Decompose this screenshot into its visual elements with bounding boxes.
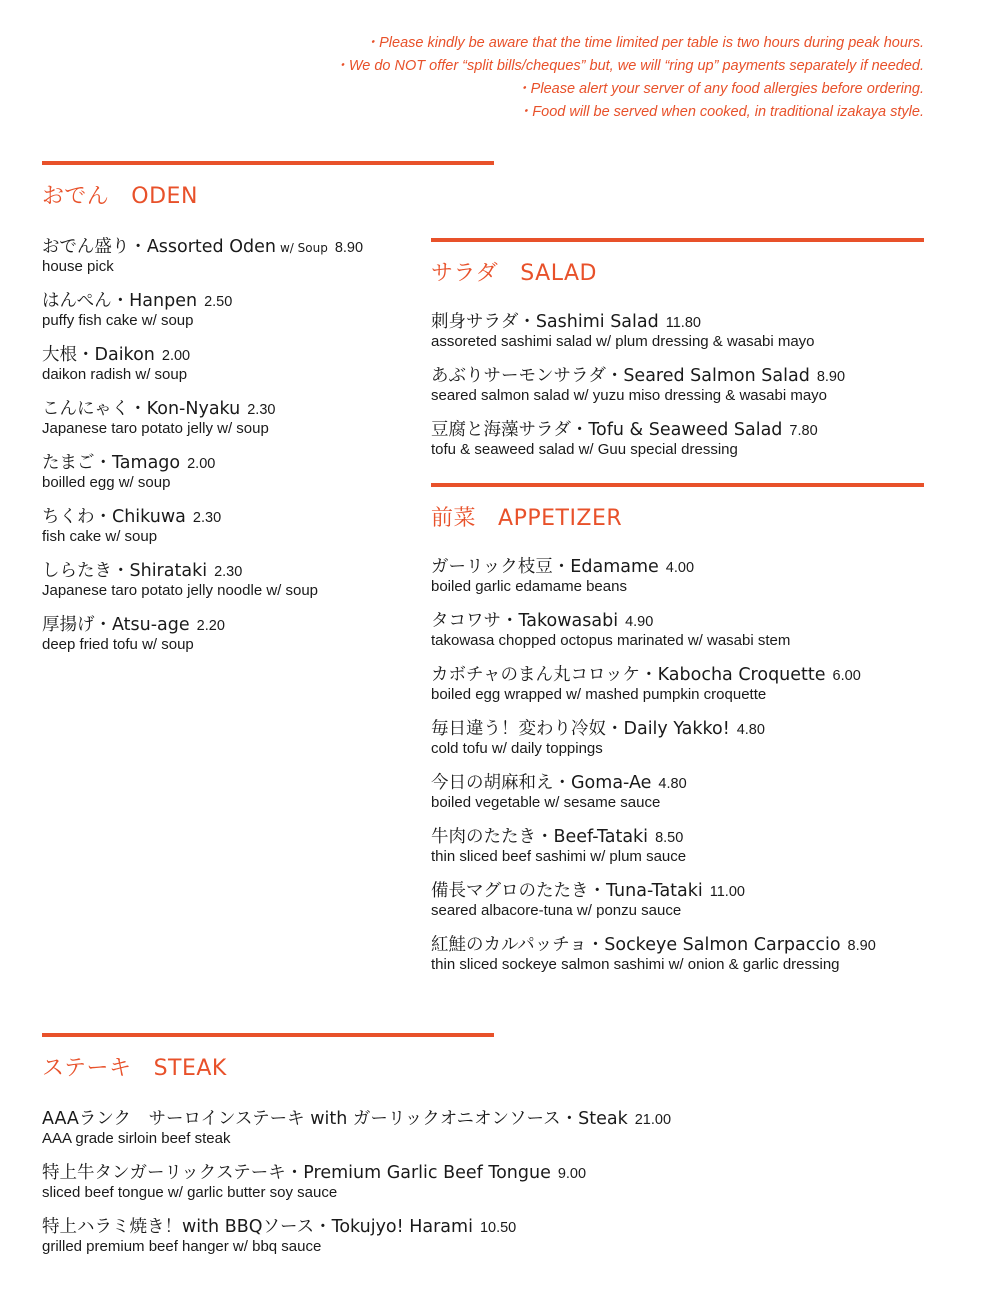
item-description: takowasa chopped octopus marinated w/ wasabi stem	[431, 632, 791, 649]
item-name: あぶりサーモンサラダ・Seared Salmon Salad	[431, 366, 810, 386]
menu-item	[42, 452, 494, 492]
item-name: 刺身サラダ・Sashimi Salad	[431, 312, 659, 332]
item-name: 備長マグロのたたき・Tuna-Tataki	[431, 881, 703, 901]
section-title-en: SALAD	[520, 261, 597, 286]
item-price: 2.50	[204, 294, 233, 310]
notice-allergies: ・Please alert your server of any food allergies before ordering.	[516, 81, 924, 97]
menu-item	[42, 614, 494, 654]
menu-item	[431, 826, 924, 866]
item-price: 8.50	[655, 830, 684, 846]
item-description: boiled vegetable w/ sesame sauce	[431, 794, 661, 811]
item-name: はんぺん・Hanpen	[42, 291, 198, 311]
item-description: seared albacore-tuna w/ ponzu sauce	[431, 902, 682, 919]
item-name: ちくわ・Chikuwa	[42, 507, 186, 527]
item-price: 8.90	[847, 938, 876, 954]
item-price: 10.50	[479, 1220, 517, 1236]
menu-item	[431, 556, 924, 596]
item-name: 毎日違う！変わり冷奴・Daily Yakko!	[431, 719, 730, 739]
menu-item	[42, 344, 494, 384]
menu-item	[431, 772, 924, 812]
item-description: puffy fish cake w/ soup	[42, 312, 194, 329]
item-description: thin sliced beef sashimi w/ plum sauce	[431, 848, 687, 865]
menu-item	[431, 419, 924, 459]
notice-time-limit: ・Please kindly be aware that the time limited per table is two hours during peak hours.	[364, 35, 924, 51]
item-name: しらたき・Shirataki	[42, 561, 208, 581]
item-name: 牛肉のたたき・Beef-Tataki	[431, 827, 649, 847]
menu-item	[42, 236, 494, 276]
menu-item	[431, 610, 924, 650]
section-divider	[42, 1033, 494, 1037]
item-description: thin sliced sockeye salmon sashimi w/ onion & garlic dressing	[431, 956, 840, 973]
item-name: ガーリック枝豆・Edamame	[431, 557, 659, 577]
section-title	[431, 501, 924, 532]
item-price: 2.30	[247, 402, 276, 418]
menu-item	[431, 311, 924, 351]
menu-item	[431, 934, 924, 974]
item-description: AAA grade sirloin beef steak	[42, 1130, 231, 1147]
item-name: こんにゃく・Kon-Nyaku	[42, 399, 241, 419]
menu-item	[431, 718, 924, 758]
item-name: 紅鮭のカルパッチョ・Sockeye Salmon Carpaccio	[431, 935, 841, 955]
item-price: 4.90	[625, 614, 654, 630]
item-price: 4.00	[665, 560, 695, 576]
item-description: Japanese taro potato jelly w/ soup	[42, 420, 269, 437]
item-price: 2.30	[214, 564, 243, 580]
item-name: 今日の胡麻和え・Goma-Ae	[431, 773, 652, 793]
item-price: 9.00	[557, 1166, 587, 1182]
item-description: fish cake w/ soup	[42, 528, 158, 545]
menu-item	[42, 1162, 587, 1202]
notice-izakaya-style: ・Food will be served when cooked, in traditional izakaya style.	[517, 104, 924, 120]
item-price: 11.80	[665, 315, 701, 331]
steak-section	[42, 1033, 672, 1270]
section-title-en: STEAK	[153, 1056, 227, 1081]
menu-item	[42, 1108, 672, 1148]
item-price: 7.80	[789, 423, 818, 439]
item-price: 21.00	[634, 1112, 672, 1128]
item-description: tofu & seaweed salad w/ Guu special dressing	[431, 441, 738, 458]
menu-item	[431, 664, 924, 704]
item-description: cold tofu w/ daily toppings	[431, 740, 603, 757]
item-description: grilled premium beef hanger w/ bbq sauce	[42, 1238, 322, 1255]
item-description: Japanese taro potato jelly noodle w/ soup	[42, 582, 319, 599]
item-name: カボチャのまん丸コロッケ・Kabocha Croquette	[431, 665, 826, 685]
item-name: AAAランク サーロインステーキ with ガーリックオニオンソース・Steak	[42, 1109, 628, 1129]
item-price: 11.00	[709, 884, 745, 900]
item-name: 厚揚げ・Atsu-age	[42, 615, 190, 635]
section-title-jp: 前菜	[431, 506, 477, 531]
section-divider	[431, 483, 924, 487]
item-price: 2.00	[161, 348, 191, 364]
item-description: boilled egg w/ soup	[42, 474, 171, 491]
notice-split-bills: ・We do NOT offer “split bills/cheques” but, we will “ring up” payments separately if needed.	[334, 58, 924, 74]
item-name: タコワサ・Takowasabi	[431, 611, 619, 631]
item-price: 2.00	[187, 456, 216, 472]
appetizer-section	[431, 483, 924, 988]
item-description: sliced beef tongue w/ garlic butter soy sauce	[42, 1184, 338, 1201]
item-description: seared salmon salad w/ yuzu miso dressing & wasabi mayo	[431, 387, 828, 404]
section-title-en: APPETIZER	[498, 506, 623, 531]
item-price: 6.00	[832, 668, 861, 684]
item-name: 特上牛タンガーリックステーキ・Premium Garlic Beef Tongue	[42, 1163, 551, 1183]
item-description: boiled garlic edamame beans	[431, 578, 627, 595]
section-divider	[42, 161, 494, 165]
section-title-jp: サラダ	[431, 261, 499, 286]
item-note: w/ Soup	[279, 241, 328, 255]
menu-item	[42, 398, 494, 438]
menu-item	[431, 880, 924, 920]
item-description: assoreted sashimi salad w/ plum dressing & wasabi mayo	[431, 333, 815, 350]
item-description: boiled egg wrapped w/ mashed pumpkin croquette	[431, 686, 767, 703]
section-title-en: ODEN	[131, 184, 198, 209]
item-price: 4.80	[736, 722, 765, 738]
item-name: 豆腐と海藻サラダ・Tofu & Seaweed Salad	[431, 420, 783, 440]
section-title	[42, 179, 494, 210]
item-description: deep fried tofu w/ soup	[42, 636, 194, 653]
item-description: house pick	[42, 258, 114, 275]
item-name: 大根・Daikon	[42, 345, 155, 365]
item-price: 2.20	[196, 618, 225, 634]
menu-item	[42, 1216, 517, 1256]
menu-item	[42, 560, 494, 600]
salad-section	[431, 238, 924, 473]
menu-item	[42, 290, 494, 330]
item-price: 8.90	[816, 369, 846, 385]
item-name: たまご・Tamago	[42, 453, 181, 473]
section-title	[431, 256, 924, 287]
section-title-jp: ステーキ	[42, 1056, 132, 1081]
oden-section	[42, 161, 494, 668]
section-title-jp: おでん	[42, 184, 110, 209]
item-name: 特上ハラミ焼き！with BBQソース・Tokujyo! Harami	[42, 1217, 473, 1237]
item-price: 2.30	[192, 510, 222, 526]
section-divider	[431, 238, 924, 242]
menu-item	[431, 365, 924, 405]
item-price: 8.90	[334, 240, 364, 256]
menu-item	[42, 506, 494, 546]
item-name: おでん盛り・Assorted Oden	[42, 237, 276, 257]
item-price: 4.80	[658, 776, 687, 792]
item-description: daikon radish w/ soup	[42, 366, 188, 383]
notice-block	[334, 32, 924, 124]
section-title	[42, 1051, 494, 1082]
